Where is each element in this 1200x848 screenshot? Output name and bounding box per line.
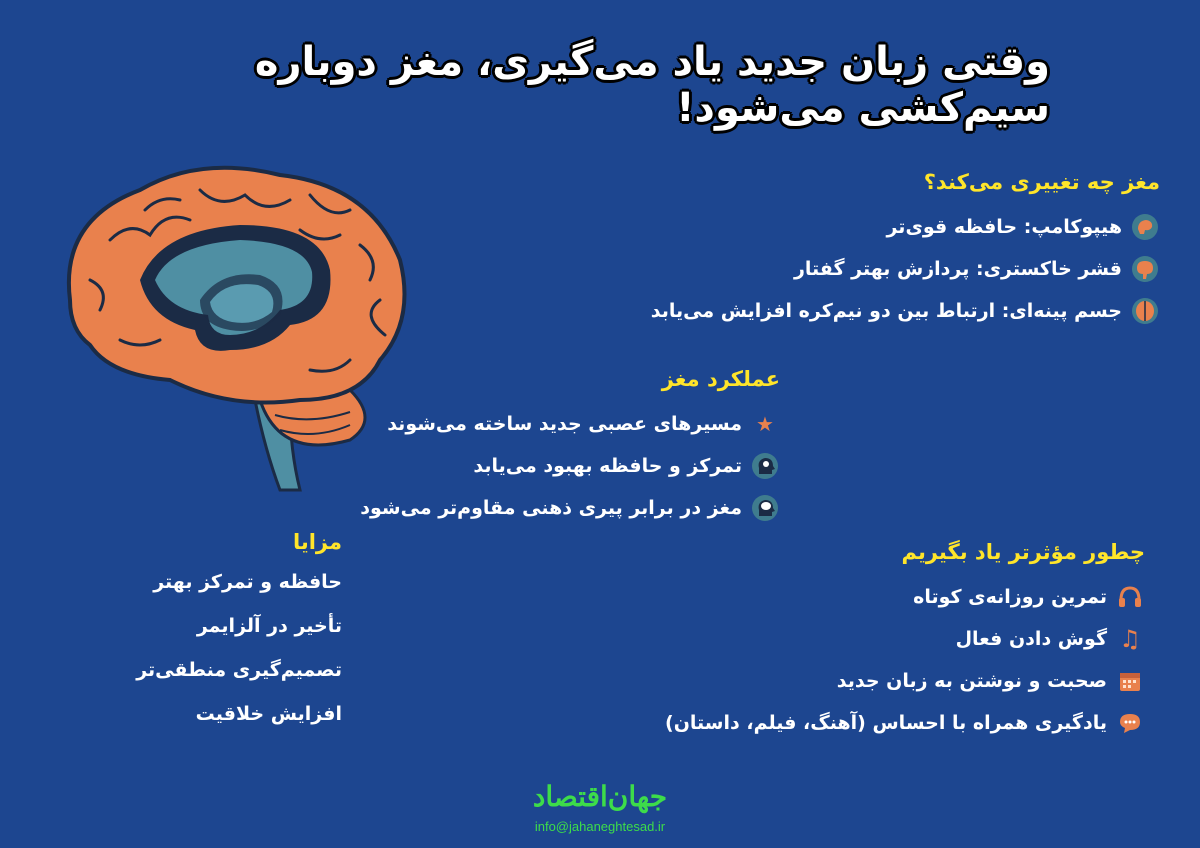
list-item: افزایش خلاقیت [195,703,342,725]
list-item: تأخیر در آلزایمر [196,615,342,637]
item-text: صحبت و نوشتن به زبان جدید [836,670,1107,692]
list-item [320,445,780,487]
list-item [320,487,780,529]
list-item [625,660,1145,702]
contact-email[interactable]: info@jahaneghtesad.ir [534,819,666,834]
how-to-learn-heading: چطور مؤثرتر یاد بگیریم [901,540,1145,564]
brain-profile-icon [1130,212,1160,242]
brain-function-heading: عملکرد مغز [661,367,780,391]
brain-icon [1130,254,1160,284]
brand-logo: جهان‌اقتصاد [532,780,668,813]
item-text: هیپوکامپ: حافظه قوی‌تر [886,216,1122,238]
music-note-icon: ♫ [1119,625,1141,653]
item-text: مسیرهای عصبی جدید ساخته می‌شوند [387,413,742,435]
item-text: قشر خاکستری: پردازش بهتر گفتار [793,258,1122,280]
list-item [625,618,1145,660]
chat-bubble-icon [1115,708,1145,738]
list-item: تصمیم‌گیری منطقی‌تر [136,659,342,681]
head-bubble-icon [750,493,780,523]
list-item: حافظه و تمرکز بهتر [153,571,342,593]
head-gear-icon [750,451,780,481]
item-text: یادگیری همراه با احساس (آهنگ، فیلم، داستان) [665,712,1107,734]
item-text: گوش دادن فعال [955,628,1107,650]
list-item [640,290,1160,332]
headphones-icon [1115,582,1145,612]
list-item [640,206,1160,248]
item-text: تمرین روزانه‌ی کوتاه [913,586,1107,608]
calendar-icon [1115,666,1145,696]
benefits-section [82,530,342,736]
list-item [320,403,780,445]
brain-function-section [320,367,780,529]
list-item [625,576,1145,618]
how-to-learn-section [625,540,1145,744]
list-item [640,248,1160,290]
brain-hemispheres-icon [1130,296,1160,326]
brain-changes-section [640,170,1160,332]
brain-changes-heading: مغز چه تغییری می‌کند؟ [923,170,1160,194]
item-text: تمرکز و حافظه بهبود می‌یابد [473,455,742,477]
page-title: وقتی زبان جدید یاد می‌گیری، مغز دوباره سیم‌کشی می‌شود! [254,39,1050,131]
footer [480,780,720,834]
title-banner [130,39,1050,131]
benefits-heading: مزایا [292,530,342,554]
star-icon: ★ [756,412,774,436]
item-text: مغز در برابر پیری ذهنی مقاوم‌تر می‌شود [360,497,742,519]
item-text: جسم پینه‌ای: ارتباط بین دو نیم‌کره افزایش می‌یابد [650,300,1122,322]
list-item [625,702,1145,744]
